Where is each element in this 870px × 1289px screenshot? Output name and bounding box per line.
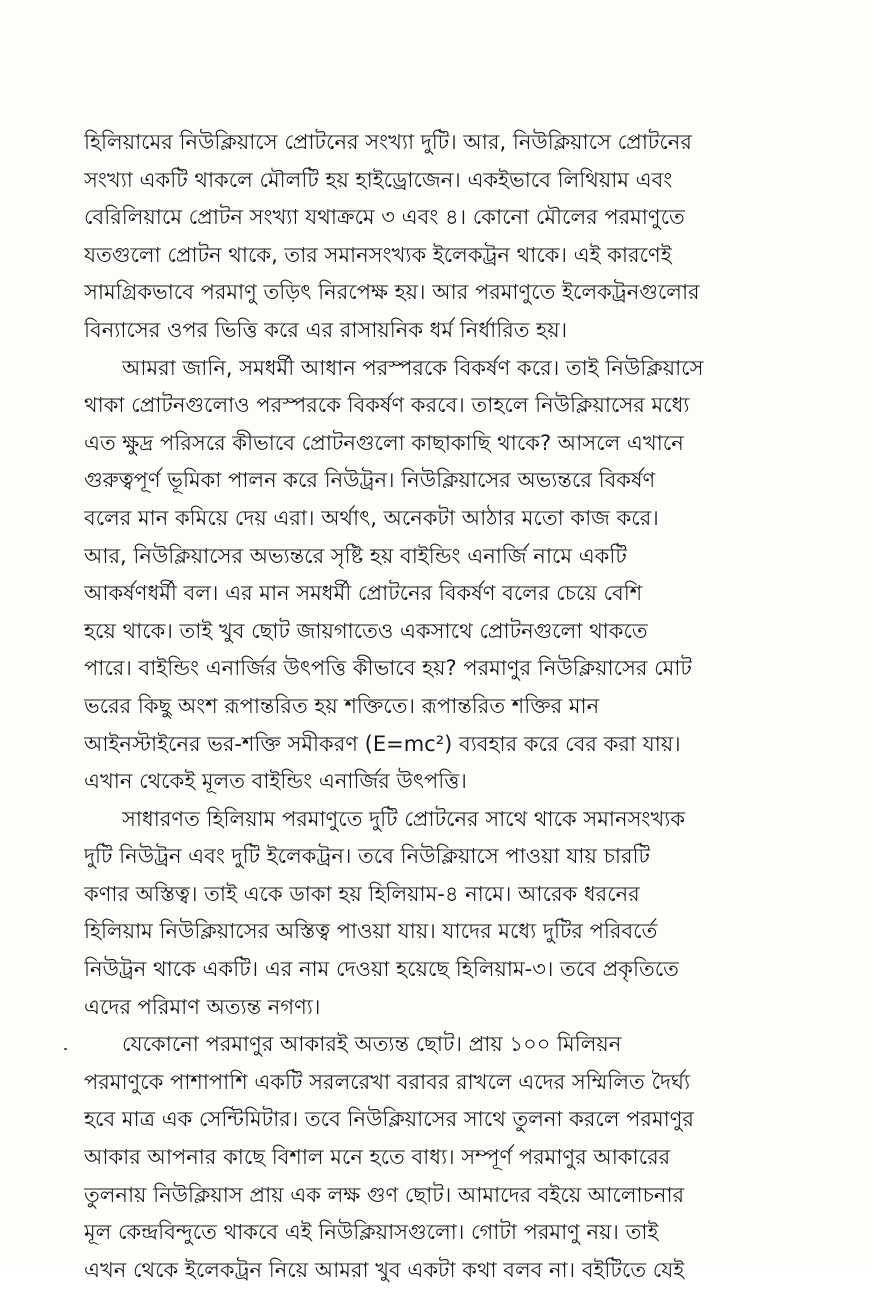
paragraph-2 <box>84 350 792 801</box>
text-line: দুটি নিউট্রন এবং দুটি ইলেকট্রন। তবে নিউক্লিয়াসে পাওয়া যায় চারটি <box>84 844 650 869</box>
text-line: হবে মাত্র এক সেন্টিমিটার। তবে নিউক্লিয়াসের সাথে তুলনা করলে পরমাণুর <box>84 1107 694 1132</box>
text-line: হিলিয়ামের নিউক্লিয়াসে প্রোটনের সংখ্যা দুটি। আর, নিউক্লিয়াসে প্রোটনের <box>84 130 692 154</box>
text-line: এদের পরিমাণ অত্যন্ত নগণ্য। <box>84 994 321 1019</box>
text-line: আইনস্টাইনের ভর-শক্তি সমীকরণ (E=mc²) ব্যবহার করে বের করা যায়। <box>84 731 681 756</box>
paragraph-4 <box>84 1026 792 1289</box>
text-line: সামগ্রিকভাবে পরমাণু তড়িৎ নিরপেক্ষ হয়। আর পরমাণুতে ইলেকট্রনগুলোর <box>84 280 700 305</box>
text-line: বিন্যাসের ওপর ভিত্তি করে এর রাসায়নিক ধর্ম নির্ধারিত হয়। <box>84 317 568 342</box>
text-line: গুরুত্বপূর্ণ ভূমিকা পালন করে নিউট্রন। নিউক্লিয়াসের অভ্যন্তরে বিকর্ষণ <box>84 468 656 493</box>
text-line: আকার আপনার কাছে বিশাল মনে হতে বাধ্য। সম্পূর্ণ পরমাণুর আকারের <box>84 1145 671 1170</box>
paragraph-3 <box>84 801 792 1027</box>
text-line: পরমাণুকে পাশাপাশি একটি সরলরেখা বরাবর রাখলে এদের সম্মিলিত দৈর্ঘ্য <box>84 1069 691 1094</box>
text-line: যেকোনো পরমাণুর আকারই অত্যন্ত ছোট। প্রায় ১০০ মিলিয়ন <box>122 1032 622 1057</box>
text-line: ভরের কিছু অংশ রূপান্তরিত হয় শক্তিতে। রূপান্তরিত শক্তির মান <box>84 693 600 718</box>
scan-speck <box>64 1048 67 1050</box>
text-line: আকর্ষণধর্মী বল। এর মান সমধর্মী প্রোটনের বিকর্ষণ বলের চেয়ে বেশি <box>84 581 643 606</box>
text-line: যতগুলো প্রোটন থাকে, তার সমানসংখ্যক ইলেকট্রন থাকে। এই কারণেই <box>84 242 672 267</box>
text-line: এত ক্ষুদ্র পরিসরে কীভাবে প্রোটনগুলো কাছাকাছি থাকে? আসলে এখানে <box>84 430 684 455</box>
text-line: পারে। বাইন্ডিং এনার্জির উৎপত্তি কীভাবে হয়? পরমাণুর নিউক্লিয়াসের মোট <box>84 656 692 681</box>
text-line: হয়ে থাকে। তাই খুব ছোট জায়গাতেও একসাথে প্রোটনগুলো থাকতে <box>84 618 648 643</box>
text-line: হিলিয়াম নিউক্লিয়াসের অস্তিত্ব পাওয়া যায়। যাদের মধ্যে দুটির পরিবর্তে <box>84 919 658 944</box>
text-line: এখান থেকেই মূলত বাইন্ডিং এনার্জির উৎপত্তি। <box>84 769 467 794</box>
text-line: এখন থেকে ইলেকট্রন নিয়ে আমরা খুব একটা কথা বলব না। বইটিতে যেই <box>84 1257 685 1282</box>
text-line: সংখ্যা একটি থাকলে মৌলটি হয় হাইড্রোজেন। একইভাবে লিথিয়াম এবং <box>84 167 673 192</box>
text-line: বেরিলিয়ামে প্রোটন সংখ্যা যথাক্রমে ৩ এবং ৪। কোনো মৌলের পরমাণুতে <box>84 205 685 230</box>
text-line: সাধারণত হিলিয়াম পরমাণুতে দুটি প্রোটনের সাথে থাকে সমানসংখ্যক <box>122 806 686 831</box>
text-line: আমরা জানি, সমধর্মী আধান পরস্পরকে বিকর্ষণ করে। তাই নিউক্লিয়াসে <box>122 355 704 380</box>
body-text <box>84 124 792 1289</box>
text-line: নিউট্রন থাকে একটি। এর নাম দেওয়া হয়েছে হিলিয়াম-৩। তবে প্রকৃতিতে <box>84 957 679 982</box>
text-line: মূল কেন্দ্রবিন্দুতে থাকবে এই নিউক্লিয়াসগুলো। গোটা পরমাণু নয়। তাই <box>84 1220 659 1245</box>
text-line: বলের মান কমিয়ে দেয় এরা। অর্থাৎ, অনেকটা আঠার মতো কাজ করে। <box>84 505 659 530</box>
text-line: থাকা প্রোটনগুলোও পরস্পরকে বিকর্ষণ করবে। তাহলে নিউক্লিয়াসের মধ্যে <box>84 393 690 418</box>
text-line: কণার অস্তিত্ব। তাই একে ডাকা হয় হিলিয়াম-৪ নামে। আরেক ধরনের <box>84 881 640 906</box>
text-line: আর, নিউক্লিয়াসের অভ্যন্তরে সৃষ্টি হয় বাইন্ডিং এনার্জি নামে একটি <box>84 543 627 568</box>
text-line: তুলনায় নিউক্লিয়াস প্রায় এক লক্ষ গুণ ছোট। আমাদের বইয়ে আলোচনার <box>84 1182 685 1207</box>
paragraph-1 <box>84 124 792 350</box>
